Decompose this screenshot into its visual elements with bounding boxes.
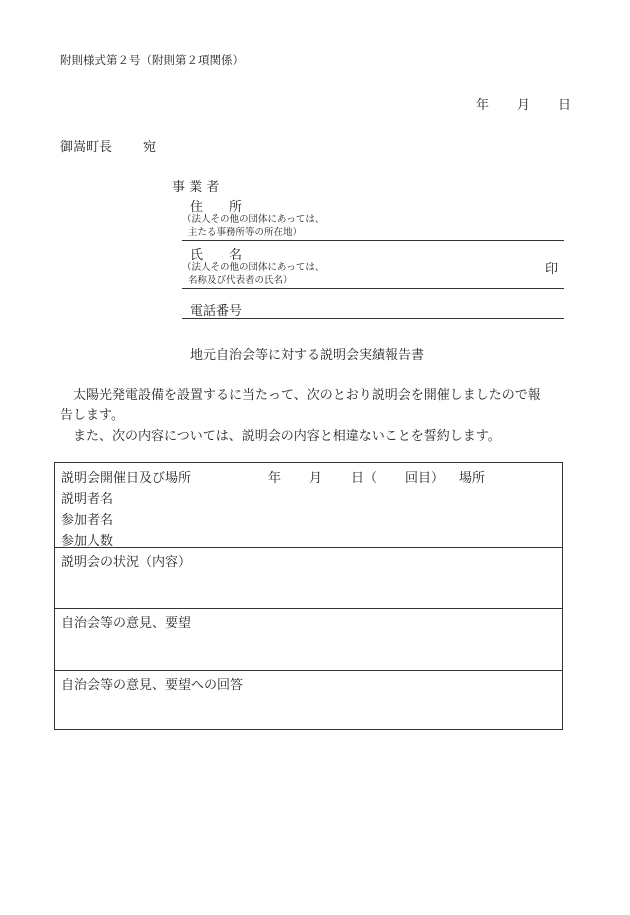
- operator-heading: 事 業 者: [172, 180, 220, 195]
- addressee-suffix: 宛: [143, 140, 157, 155]
- seal-mark: 印: [545, 262, 559, 277]
- table-row-divider-2: [55, 608, 562, 609]
- date-day-label: 日: [558, 98, 572, 113]
- addressee-name: 御嵩町長: [60, 140, 113, 155]
- phone-label: 電話番号: [190, 304, 243, 319]
- name-note-1: （法人その他の団体にあっては、: [182, 262, 325, 273]
- opinions-label: 自治会等の意見、要望: [61, 616, 192, 631]
- address-note-2: 主たる事務所等の所在地）: [188, 227, 303, 238]
- session-count-label: 回目）: [405, 471, 445, 486]
- document-title: 地元自治会等に対する説明会実績報告書: [190, 348, 425, 363]
- session-month-label: 月: [309, 471, 323, 486]
- presenter-label: 説明者名: [61, 492, 114, 507]
- name-note-2: 名称及び代表者の氏名）: [188, 275, 293, 286]
- date-place-label: 説明会開催日及び場所: [61, 471, 192, 486]
- session-status-label: 説明会の状況（内容）: [61, 555, 192, 570]
- date-month-label: 月: [517, 98, 531, 113]
- date-year-label: 年: [476, 98, 490, 113]
- participant-count-label: 参加人数: [61, 534, 114, 549]
- address-underline: [182, 240, 564, 241]
- body-paragraph-1-line-1: 太陽光発電設備を設置するに当たって、次のとおり説明会を開催しましたので報: [60, 388, 541, 403]
- address-label: 住 所: [190, 200, 243, 215]
- participants-label: 参加者名: [61, 513, 114, 528]
- phone-underline: [182, 318, 564, 319]
- name-underline: [182, 288, 564, 289]
- form-label: 附則様式第２号（附則第２項関係）: [60, 53, 244, 67]
- session-day-label: 日（: [351, 471, 378, 486]
- body-paragraph-2: また、次の内容については、説明会の内容と相違ないことを誓約します。: [60, 429, 501, 444]
- table-row-divider-1: [55, 547, 562, 548]
- address-note-1: （法人その他の団体にあっては、: [182, 214, 325, 225]
- report-table: [54, 462, 563, 730]
- table-row-divider-3: [55, 670, 562, 671]
- responses-label: 自治会等の意見、要望への回答: [61, 678, 244, 693]
- session-place-label: 場所: [459, 471, 486, 486]
- body-paragraph-1-line-2: 告します。: [60, 408, 124, 423]
- session-year-label: 年: [268, 471, 282, 486]
- name-label: 氏 名: [190, 248, 243, 263]
